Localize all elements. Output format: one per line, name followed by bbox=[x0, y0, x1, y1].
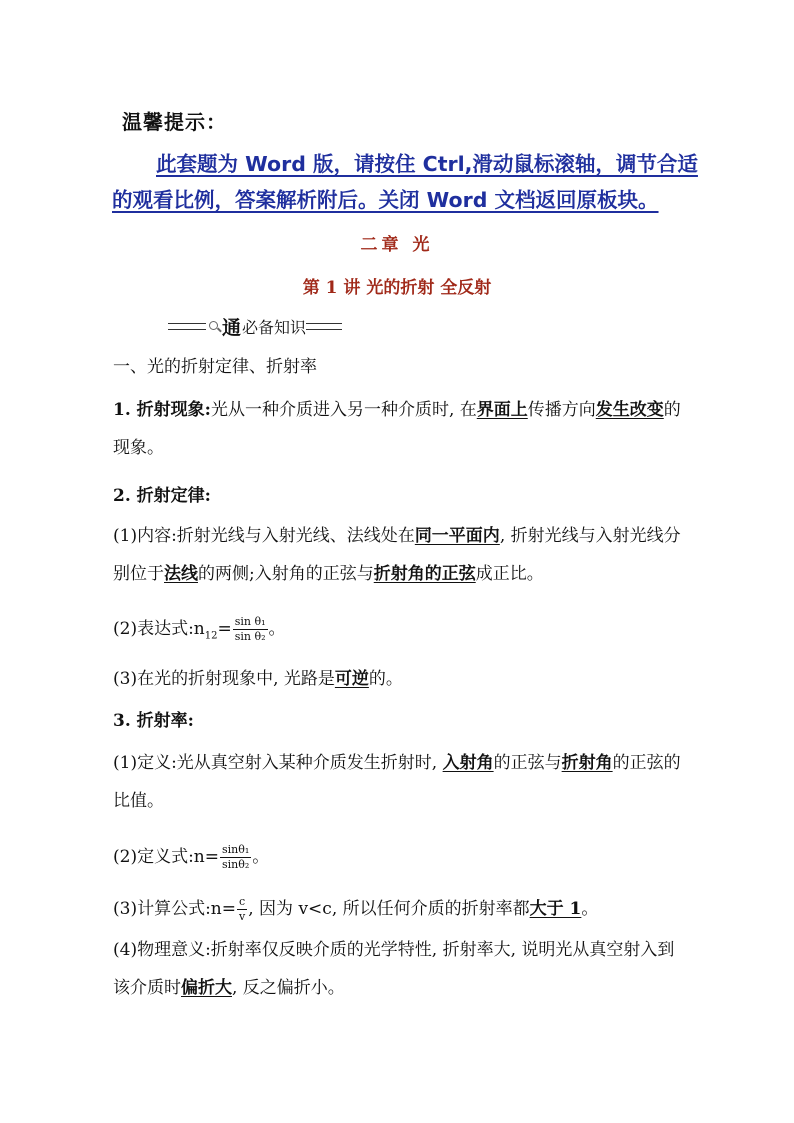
key-term: 发生改变 bbox=[595, 400, 664, 420]
key-term: 偏折大 bbox=[181, 978, 232, 998]
denominator: sin θ₂ bbox=[234, 630, 266, 643]
text: 光从一种介质进入另一种介质时, 在 bbox=[210, 400, 477, 420]
fraction bbox=[220, 843, 251, 872]
fraction bbox=[237, 895, 247, 924]
text: , 因为 v<c, 所以任何介质的折射率都 bbox=[248, 899, 530, 919]
magnifier-icon bbox=[209, 321, 220, 332]
para-definition-formula bbox=[113, 838, 688, 876]
text: 成正比。 bbox=[475, 564, 544, 584]
numerator: c bbox=[239, 895, 246, 908]
banner-rule-right bbox=[306, 323, 342, 330]
text: (3)计算公式:n= bbox=[113, 899, 237, 919]
lesson-title: 第 1 讲 光的折射 全反射 bbox=[302, 278, 492, 298]
key-term: 折射角 bbox=[561, 753, 613, 773]
text: 的正弦的比值。 bbox=[113, 753, 681, 811]
text: (2)定义式:n= bbox=[113, 847, 220, 867]
denominator: sinθ₂ bbox=[222, 858, 250, 871]
heading-refractive-index bbox=[113, 702, 688, 740]
tip-title: 温馨提示： bbox=[122, 110, 227, 134]
banner-rule-left bbox=[168, 323, 206, 330]
heading-refraction-law-sub bbox=[113, 477, 688, 515]
para-physical-meaning bbox=[113, 931, 688, 1007]
denominator: v bbox=[239, 910, 246, 923]
text: (4)物理意义:折射率仅反映介质的光学特性, 折射率大, 说明光从真空射入到该介质时 bbox=[113, 940, 675, 998]
heading-refraction-law: 一、光的折射定律、折射率 bbox=[113, 357, 317, 377]
subscript: 12 bbox=[204, 630, 218, 642]
text: , 反之偏折小。 bbox=[232, 978, 345, 998]
key-term: 大于 1 bbox=[529, 899, 582, 919]
text: 。 bbox=[581, 899, 599, 919]
key-term: 同一平面内 bbox=[414, 526, 500, 546]
fraction bbox=[233, 615, 268, 644]
section-banner bbox=[168, 313, 342, 340]
text: = bbox=[217, 619, 232, 639]
text: (1)定义:光从真空射入某种介质发生折射时, bbox=[113, 753, 443, 773]
banner-label: 必备知识 bbox=[242, 318, 307, 337]
text: 的。 bbox=[368, 669, 403, 689]
para-definition bbox=[113, 744, 688, 820]
text: (3)在光的折射现象中, 光路是 bbox=[113, 669, 335, 689]
text: 的现象。 bbox=[113, 400, 681, 458]
key-term: 入射角 bbox=[442, 753, 494, 773]
label: 3. 折射率: bbox=[113, 711, 194, 731]
text: 。 bbox=[268, 619, 286, 639]
label: 1. 折射现象: bbox=[113, 400, 211, 420]
para-refraction-phenomenon bbox=[113, 391, 688, 467]
para-calc-formula bbox=[113, 890, 688, 928]
text: 。 bbox=[252, 847, 270, 867]
banner-tong-char: 通 bbox=[222, 317, 242, 339]
text: (1)内容:折射光线与入射光线、法线处在 bbox=[113, 526, 415, 546]
text: (2)表达式:n bbox=[113, 619, 205, 639]
text: 传播方向 bbox=[527, 400, 596, 420]
key-term: 可逆 bbox=[334, 669, 369, 689]
text: 的正弦与 bbox=[493, 753, 562, 773]
numerator: sin θ₁ bbox=[234, 615, 266, 628]
key-term: 折射角的正弦 bbox=[373, 564, 476, 584]
chapter-title: 二章 光 bbox=[360, 235, 434, 255]
para-law-content bbox=[113, 517, 688, 593]
para-reversible bbox=[113, 660, 688, 698]
text: , 折射光线与入射光线分别位于 bbox=[113, 526, 681, 584]
tip-body: 此套题为 Word 版，请按住 Ctrl,滑动鼠标滚轴，调节合适的观看比例，答案解析附后。关闭 Word 文档返回原板块。 bbox=[112, 152, 698, 212]
text: 的两侧;入射角的正弦与 bbox=[198, 564, 374, 584]
key-term: 法线 bbox=[164, 564, 198, 584]
label: 2. 折射定律: bbox=[113, 486, 211, 506]
para-expression bbox=[113, 610, 688, 655]
numerator: sinθ₁ bbox=[222, 843, 250, 856]
key-term: 界面上 bbox=[476, 400, 528, 420]
